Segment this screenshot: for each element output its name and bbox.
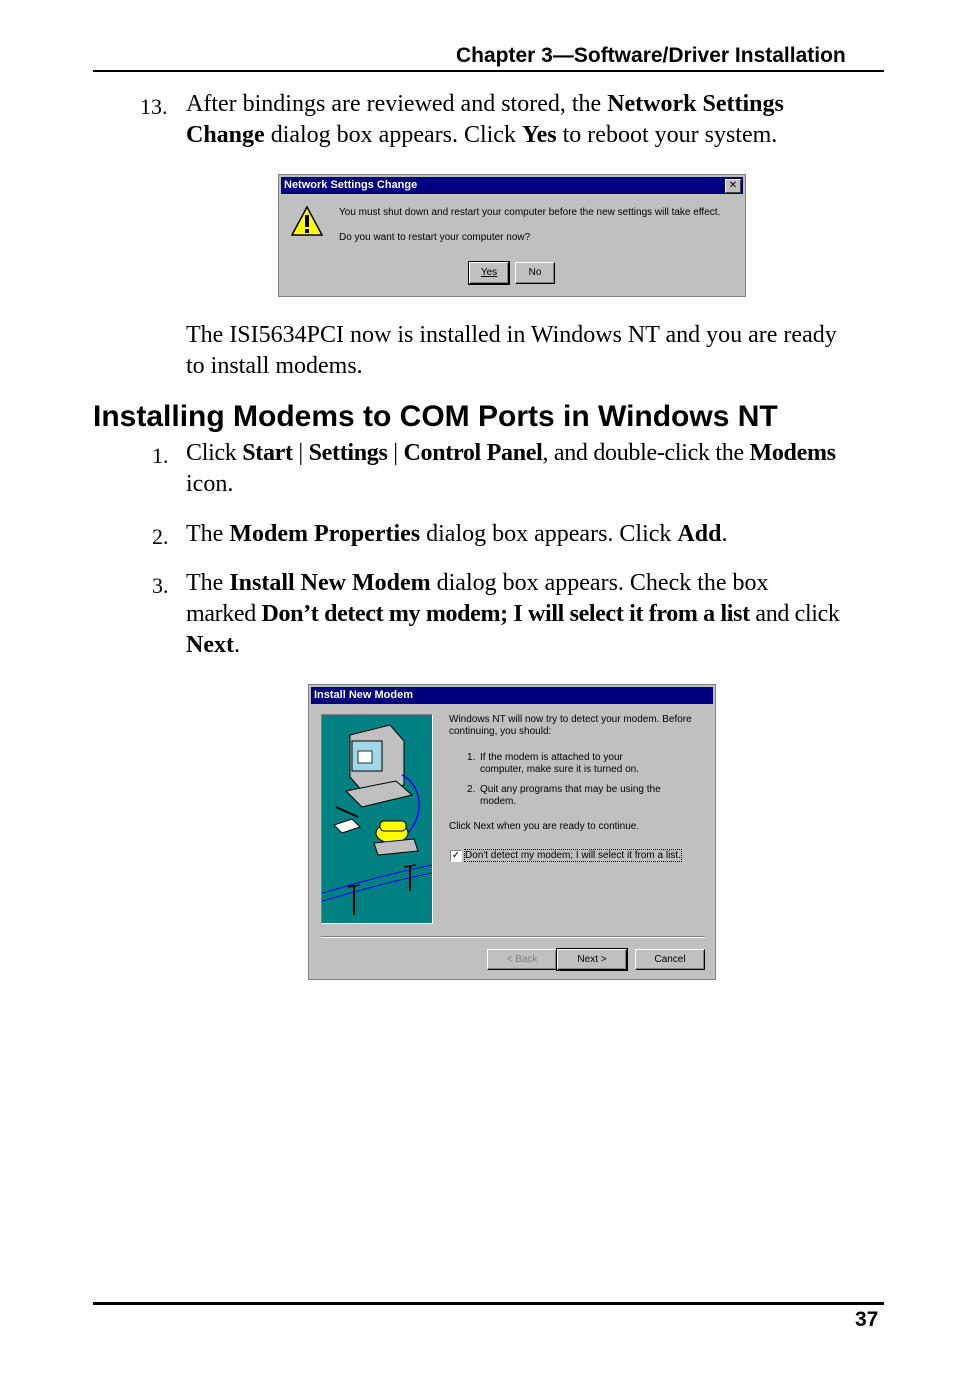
yes-button[interactable]: Yes [469, 262, 509, 284]
cancel-button[interactable]: Cancel [635, 949, 705, 970]
paragraph-line2: to install modems. [186, 353, 363, 379]
step-2-text: The Modem Properties dialog box appears. Click Add. [186, 521, 728, 547]
page-number: 37 [855, 1308, 879, 1331]
intro-line2: continuing, you should: [449, 726, 552, 737]
item2-number: 2. [467, 784, 476, 795]
section-heading: Installing Modems to COM Ports in Windows NT [93, 400, 778, 433]
continue-text: Click Next when you are ready to continue. [449, 821, 640, 832]
item1-number: 1. [467, 752, 476, 763]
intro-line1: Windows NT will now try to detect your modem. Before [449, 714, 692, 725]
dialog-title: Network Settings Change [284, 179, 418, 191]
no-button[interactable]: No [515, 262, 555, 284]
modem-computer-illustration [321, 714, 433, 924]
step-13-line2: Change dialog box appears. Click Yes to reboot your system. [186, 122, 778, 148]
step-3-number: 3. [152, 573, 169, 598]
warning-icon [291, 205, 323, 237]
item1-line2: computer, make sure it is turned on. [480, 764, 639, 775]
dont-detect-checkbox[interactable]: ✓ [451, 850, 461, 861]
dialog-titlebar [311, 687, 713, 704]
step-1-line2: icon. [186, 471, 234, 497]
step-1-number: 1. [152, 443, 169, 468]
step-3-line3: Next. [186, 632, 240, 658]
step-1-line1: Click Start | Settings | Control Panel, and double-click the Modems [186, 440, 836, 466]
item1-line1: If the modem is attached to your [480, 752, 623, 763]
step-13-number: 13. [140, 94, 168, 119]
dialog-message-line1: You must shut down and restart your computer before the new settings will take effect. [339, 207, 721, 218]
item2-line2: modem. [480, 796, 517, 807]
step-3-line1: The Install New Modem dialog box appears. Check the box [186, 570, 769, 596]
step-3-line2: marked Don’t detect my modem; I will select it from a list and click [186, 601, 840, 627]
install-new-modem-dialog [308, 684, 716, 980]
footer-rule [93, 1302, 884, 1305]
dialog-message-line2: Do you want to restart your computer now? [339, 232, 531, 243]
dont-detect-checkbox-label[interactable]: Don't detect my modem; I will select it from a list. [465, 850, 681, 861]
paragraph-line1: The ISI5634PCI now is installed in Windows NT and you are ready [186, 322, 837, 348]
network-settings-change-dialog [278, 174, 746, 297]
item2-line1: Quit any programs that may be using the [480, 784, 661, 795]
step-2-number: 2. [152, 524, 169, 549]
dialog-separator [321, 936, 705, 938]
back-button[interactable]: < Back [487, 949, 557, 970]
next-button[interactable]: Next > [557, 949, 627, 970]
dialog-titlebar [281, 177, 743, 194]
close-icon[interactable]: ✕ [725, 179, 741, 193]
chapter-header: Chapter 3—Software/Driver Installation [456, 44, 846, 67]
dialog-title: Install New Modem [314, 689, 414, 701]
header-rule [93, 70, 884, 72]
step-13-line1: After bindings are reviewed and stored, the Network Settings [186, 91, 784, 117]
